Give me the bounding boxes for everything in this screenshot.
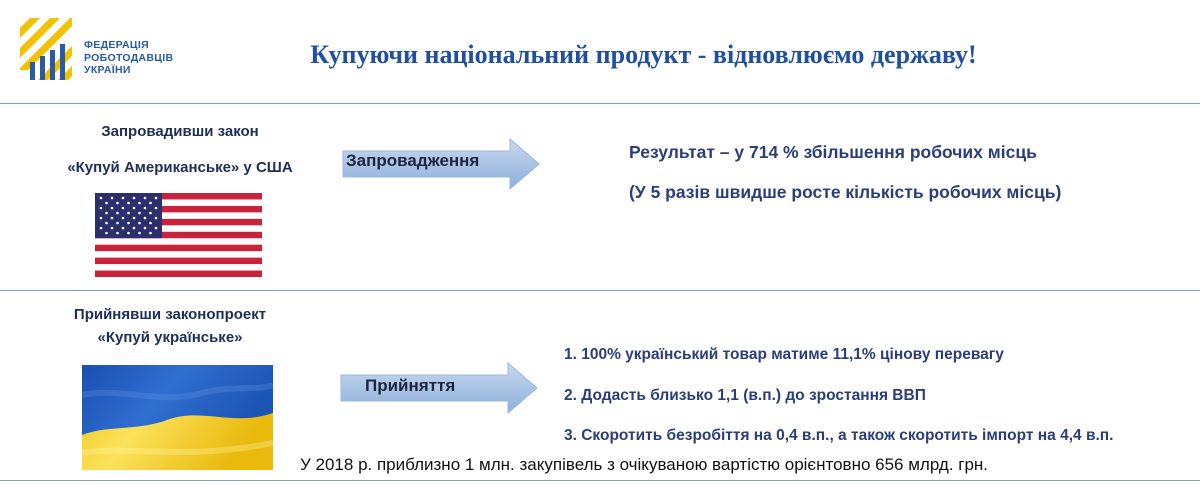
ukraine-point-3: 3. Скоротить безробіття на 0,4 в.п., а також скоротить імпорт на 4,4 в.п. [564, 427, 1114, 444]
usa-caption-line-2: «Купуй Американське» у США [67, 159, 293, 176]
ukraine-arrow-label: Прийняття [365, 376, 456, 395]
logo-line-1: ФЕДЕРАЦІЯ [84, 39, 149, 51]
usa-arrow-label: Запровадження [346, 151, 480, 170]
usa-result-1: Результат – у 714 % збільшення робочих місць [629, 142, 1037, 162]
bottom-divider [0, 480, 1200, 481]
top-divider [0, 103, 1200, 104]
page-title: Купуючи національний продукт - відновлюємо державу! [310, 40, 977, 69]
ukraine-caption-line-2: «Купуй українське» [97, 329, 243, 346]
ukraine-flag-icon [82, 365, 273, 470]
middle-divider [0, 290, 1200, 291]
ukraine-footnote: У 2018 р. приблизно 1 млн. закупівель з очікуваною вартістю орієнтовно 656 млрд. грн. [300, 455, 989, 474]
ukraine-point-2: 2. Додасть близько 1,1 (в.п.) до зростання ВВП [564, 387, 926, 404]
usa-flag-icon [95, 193, 262, 277]
usa-result-2: (У 5 разів швидше росте кількість робочих місць) [629, 182, 1062, 202]
logo-line-3: УКРАЇНИ [84, 64, 131, 76]
ukraine-point-1: 1. 100% український товар матиме 11,1% цінову перевагу [564, 346, 1004, 363]
logo-line-2: РОБОТОДАВЦІВ [84, 51, 174, 64]
usa-caption-line-1: Запровадивши закон [101, 123, 259, 140]
ukraine-caption-line-1: Прийнявши законопроект [73, 306, 267, 323]
